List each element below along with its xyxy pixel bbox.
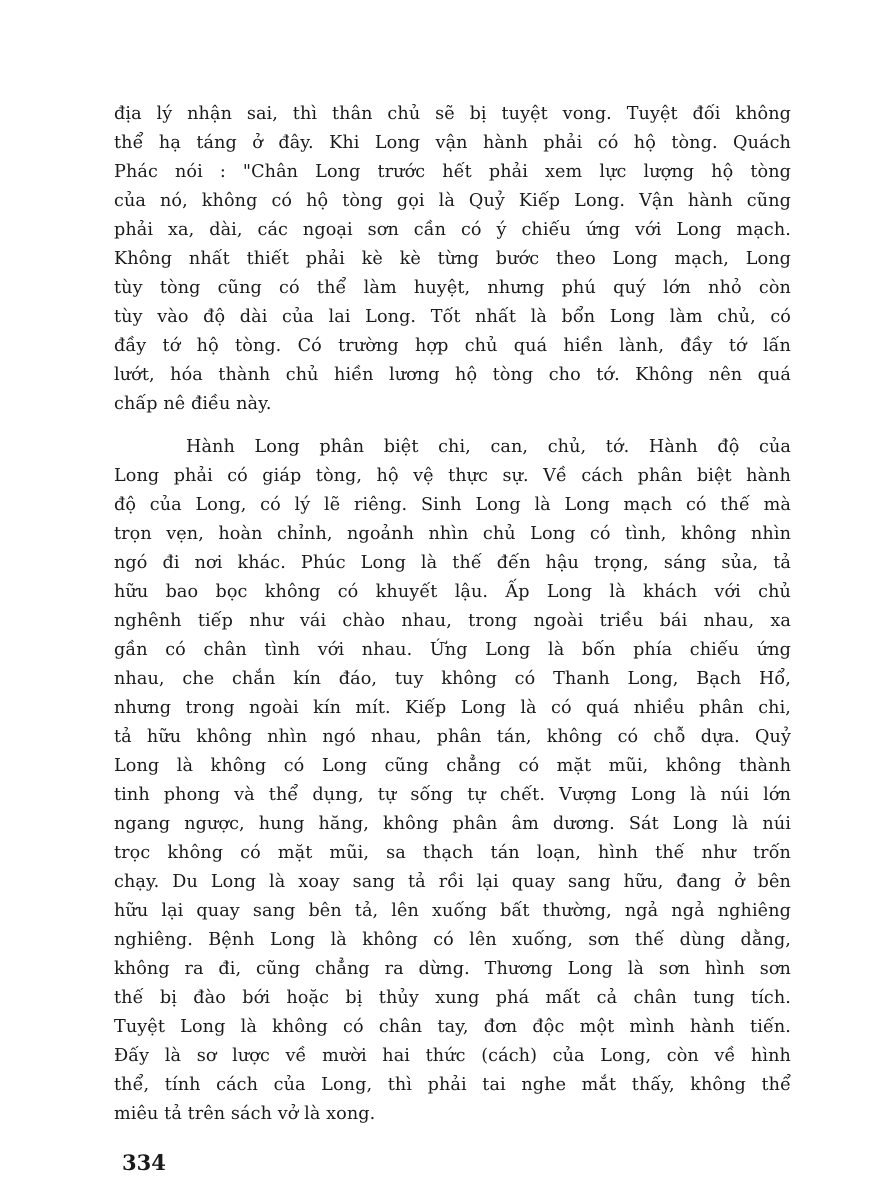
page-body [114,100,791,1129]
paragraph-1 [114,100,791,419]
text-line: trọn vẹn, hoàn chỉnh, ngoảnh nhìn chủ Long có tình, không nhìn [114,524,791,544]
text-line: của nó, không có hộ tòng gọi là Quỷ Kiếp Long. Vận hành cũng [114,191,791,211]
text-line: thế bị đào bới hoặc bị thủy xung phá mất cả chân tung tích. [114,988,791,1008]
text-line: không ra đi, cũng chẳng ra dừng. Thương Long là sơn hình sơn [114,959,791,979]
text-line: địa lý nhận sai, thì thân chủ sẽ bị tuyệt vong. Tuyệt đối không [114,104,791,124]
text-line: tả hữu không nhìn ngó nhau, phân tán, không có chỗ dựa. Quỷ [114,727,791,747]
text-line: tinh phong và thể dụng, tự sống tự chết. Vượng Long là núi lớn [114,785,791,805]
text-line: lướt, hóa thành chủ hiền lương hộ tòng cho tớ. Không nên quá [114,365,791,385]
text-line: độ của Long, có lý lẽ riêng. Sinh Long là Long mạch có thế mà [114,495,791,515]
paragraph-2 [114,433,791,1129]
text-line: hữu bao bọc không có khuyết lậu. Ấp Long là khách với chủ [114,582,791,602]
text-line: thể, tính cách của Long, thì phải tai nghe mắt thấy, không thể [114,1075,791,1095]
text-line: hữu lại quay sang bên tả, lên xuống bất thường, ngả ngả nghiêng [114,901,791,921]
page-number: 334 [122,1150,166,1175]
text-line: miêu tả trên sách vở là xong. [114,1104,376,1124]
text-line: Hành Long phân biệt chi, can, chủ, tớ. Hành độ của [186,437,791,457]
text-line: gần có chân tình với nhau. Ứng Long là bốn phía chiếu ứng [114,640,791,660]
text-line: ngang ngược, hung hăng, không phân âm dương. Sát Long là núi [114,814,791,834]
text-line: chấp nê điều này. [114,394,272,414]
text-line: thể hạ táng ở đây. Khi Long vận hành phải có hộ tòng. Quách [114,133,791,153]
text-line: đầy tớ hộ tòng. Có trường hợp chủ quá hiền lành, đầy tớ lấn [114,336,791,356]
text-line: Long là không có Long cũng chẳng có mặt mũi, không thành [114,756,791,776]
text-line: nghiêng. Bệnh Long là không có lên xuống, sơn thế dùng dằng, [114,930,791,950]
text-line: Không nhất thiết phải kè kè từng bước theo Long mạch, Long [114,249,791,269]
text-line: chạy. Du Long là xoay sang tả rồi lại quay sang hữu, đang ở bên [114,872,791,892]
text-line: Phác nói : "Chân Long trước hết phải xem lực lượng hộ tòng [114,162,791,182]
text-line: trọc không có mặt mũi, sa thạch tán loạn, hình thế như trốn [114,843,791,863]
text-line: nhưng trong ngoài kín mít. Kiếp Long là có quá nhiều phân chi, [114,698,791,718]
text-line: Long phải có giáp tòng, hộ vệ thực sự. Về cách phân biệt hành [114,466,791,486]
text-line: Tuyệt Long là không có chân tay, đơn độc một mình hành tiến. [114,1017,791,1037]
text-line: phải xa, dài, các ngoại sơn cần có ý chiếu ứng với Long mạch. [114,220,791,240]
text-line: nhau, che chắn kín đáo, tuy không có Thanh Long, Bạch Hổ, [114,669,791,689]
text-line: nghênh tiếp như vái chào nhau, trong ngoài triều bái nhau, xa [114,611,791,631]
paragraph-gap [114,419,791,433]
text-line: Đấy là sơ lược về mười hai thức (cách) của Long, còn về hình [114,1046,791,1066]
text-line: tùy vào độ dài của lai Long. Tốt nhất là bổn Long làm chủ, có [114,307,791,327]
text-line: ngó đi nơi khác. Phúc Long là thế đến hậu trọng, sáng sủa, tả [114,553,791,573]
text-line: tùy tòng cũng có thể làm huyệt, nhưng phú quý lớn nhỏ còn [114,278,791,298]
